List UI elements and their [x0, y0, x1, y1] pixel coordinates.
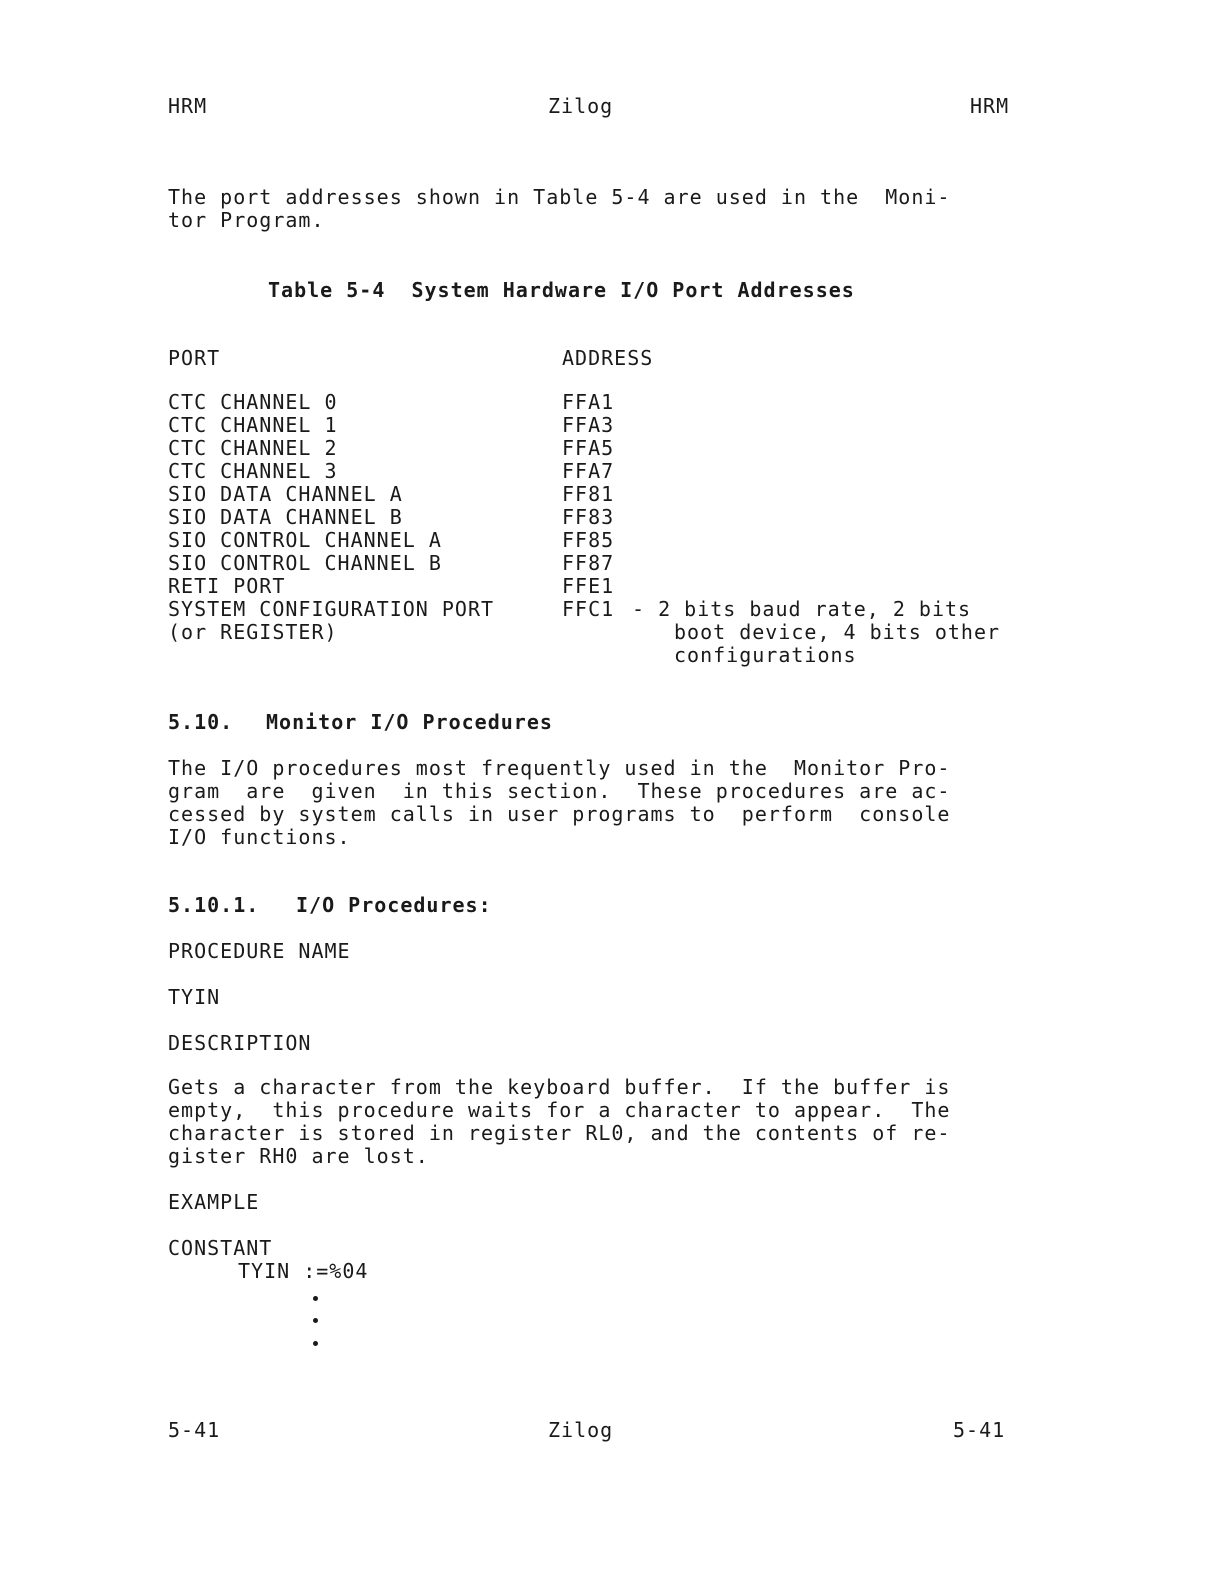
header-center: Zilog	[548, 94, 614, 118]
port-name: SIO CONTROL CHANNEL B	[168, 551, 442, 575]
header-left: HRM	[168, 94, 208, 118]
code-line-1: CONSTANT	[168, 1236, 273, 1260]
footer-left: 5-41	[168, 1418, 221, 1442]
port-name: (or REGISTER)	[168, 620, 338, 644]
port-address: FFA3	[562, 413, 615, 437]
section-5-10-line-3: cessed by system calls in user programs to perform console	[168, 802, 951, 826]
port-name: RETI PORT	[168, 574, 286, 598]
table-row	[168, 390, 1068, 413]
port-address: FF83	[562, 505, 615, 529]
table-row	[168, 505, 1068, 528]
port-name: CTC CHANNEL 1	[168, 413, 338, 437]
port-name: CTC CHANNEL 2	[168, 436, 338, 460]
port-name: SIO CONTROL CHANNEL A	[168, 528, 442, 552]
description-line-3: character is stored in register RL0, and the contents of re-	[168, 1121, 951, 1145]
port-address: FFA7	[562, 459, 615, 483]
footer-center: Zilog	[548, 1418, 614, 1442]
section-5-10-line-2: gram are given in this section. These procedures are ac-	[168, 779, 951, 803]
table-row	[168, 597, 1068, 620]
table-row	[168, 551, 1068, 574]
example-label: EXAMPLE	[168, 1190, 260, 1214]
port-name: SIO DATA CHANNEL A	[168, 482, 403, 506]
description-line-2: empty, this procedure waits for a character to appear. The	[168, 1098, 951, 1122]
port-address: FF87	[562, 551, 615, 575]
port-address: FFE1	[562, 574, 615, 598]
section-5-10-title: Monitor I/O Procedures	[266, 710, 553, 734]
header-right: HRM	[970, 94, 1010, 118]
table-row	[168, 436, 1068, 459]
section-5-10-number: 5.10.	[168, 710, 234, 734]
table-row	[168, 574, 1068, 597]
description-line-1: Gets a character from the keyboard buffer. If the buffer is	[168, 1075, 951, 1099]
ellipsis-dot	[313, 1296, 318, 1301]
intro-line-1: The port addresses shown in Table 5-4 are used in the Moni-	[168, 185, 951, 209]
ellipsis-dot	[313, 1318, 318, 1323]
column-header-address: ADDRESS	[562, 346, 654, 370]
table-row	[168, 459, 1068, 482]
config-note-line-2: boot device, 4 bits other	[674, 620, 1001, 644]
port-address: FF81	[562, 482, 615, 506]
table-row	[168, 528, 1068, 551]
section-5-10-line-4: I/O functions.	[168, 825, 351, 849]
port-address: FFA5	[562, 436, 615, 460]
port-address: FFA1	[562, 390, 615, 414]
description-line-4: gister RH0 are lost.	[168, 1144, 429, 1168]
footer-right: 5-41	[953, 1418, 1006, 1442]
procedure-name-label: PROCEDURE NAME	[168, 939, 351, 963]
description-label: DESCRIPTION	[168, 1031, 312, 1055]
code-line-2: TYIN :=%04	[238, 1259, 369, 1283]
section-5-10-line-1: The I/O procedures most frequently used in the Monitor Pro-	[168, 756, 951, 780]
section-5-10-1-title: I/O Procedures:	[296, 893, 492, 917]
intro-line-2: tor Program.	[168, 208, 325, 232]
column-header-port: PORT	[168, 346, 221, 370]
table-row	[168, 620, 1068, 643]
port-name: SYSTEM CONFIGURATION PORT	[168, 597, 495, 621]
table-row	[168, 413, 1068, 436]
section-5-10-1-number: 5.10.1.	[168, 893, 260, 917]
table-row	[168, 643, 1068, 666]
port-address: FF85	[562, 528, 615, 552]
port-address: FFC1	[562, 597, 615, 621]
port-name: SIO DATA CHANNEL B	[168, 505, 403, 529]
config-note-line-1: - 2 bits baud rate, 2 bits	[632, 597, 972, 621]
config-note-line-3: configurations	[674, 643, 857, 667]
table-caption: Table 5-4 System Hardware I/O Port Addresses	[268, 278, 855, 302]
port-name: CTC CHANNEL 0	[168, 390, 338, 414]
procedure-name: TYIN	[168, 985, 221, 1009]
ellipsis-dot	[313, 1341, 318, 1346]
port-name: CTC CHANNEL 3	[168, 459, 338, 483]
table-row	[168, 482, 1068, 505]
